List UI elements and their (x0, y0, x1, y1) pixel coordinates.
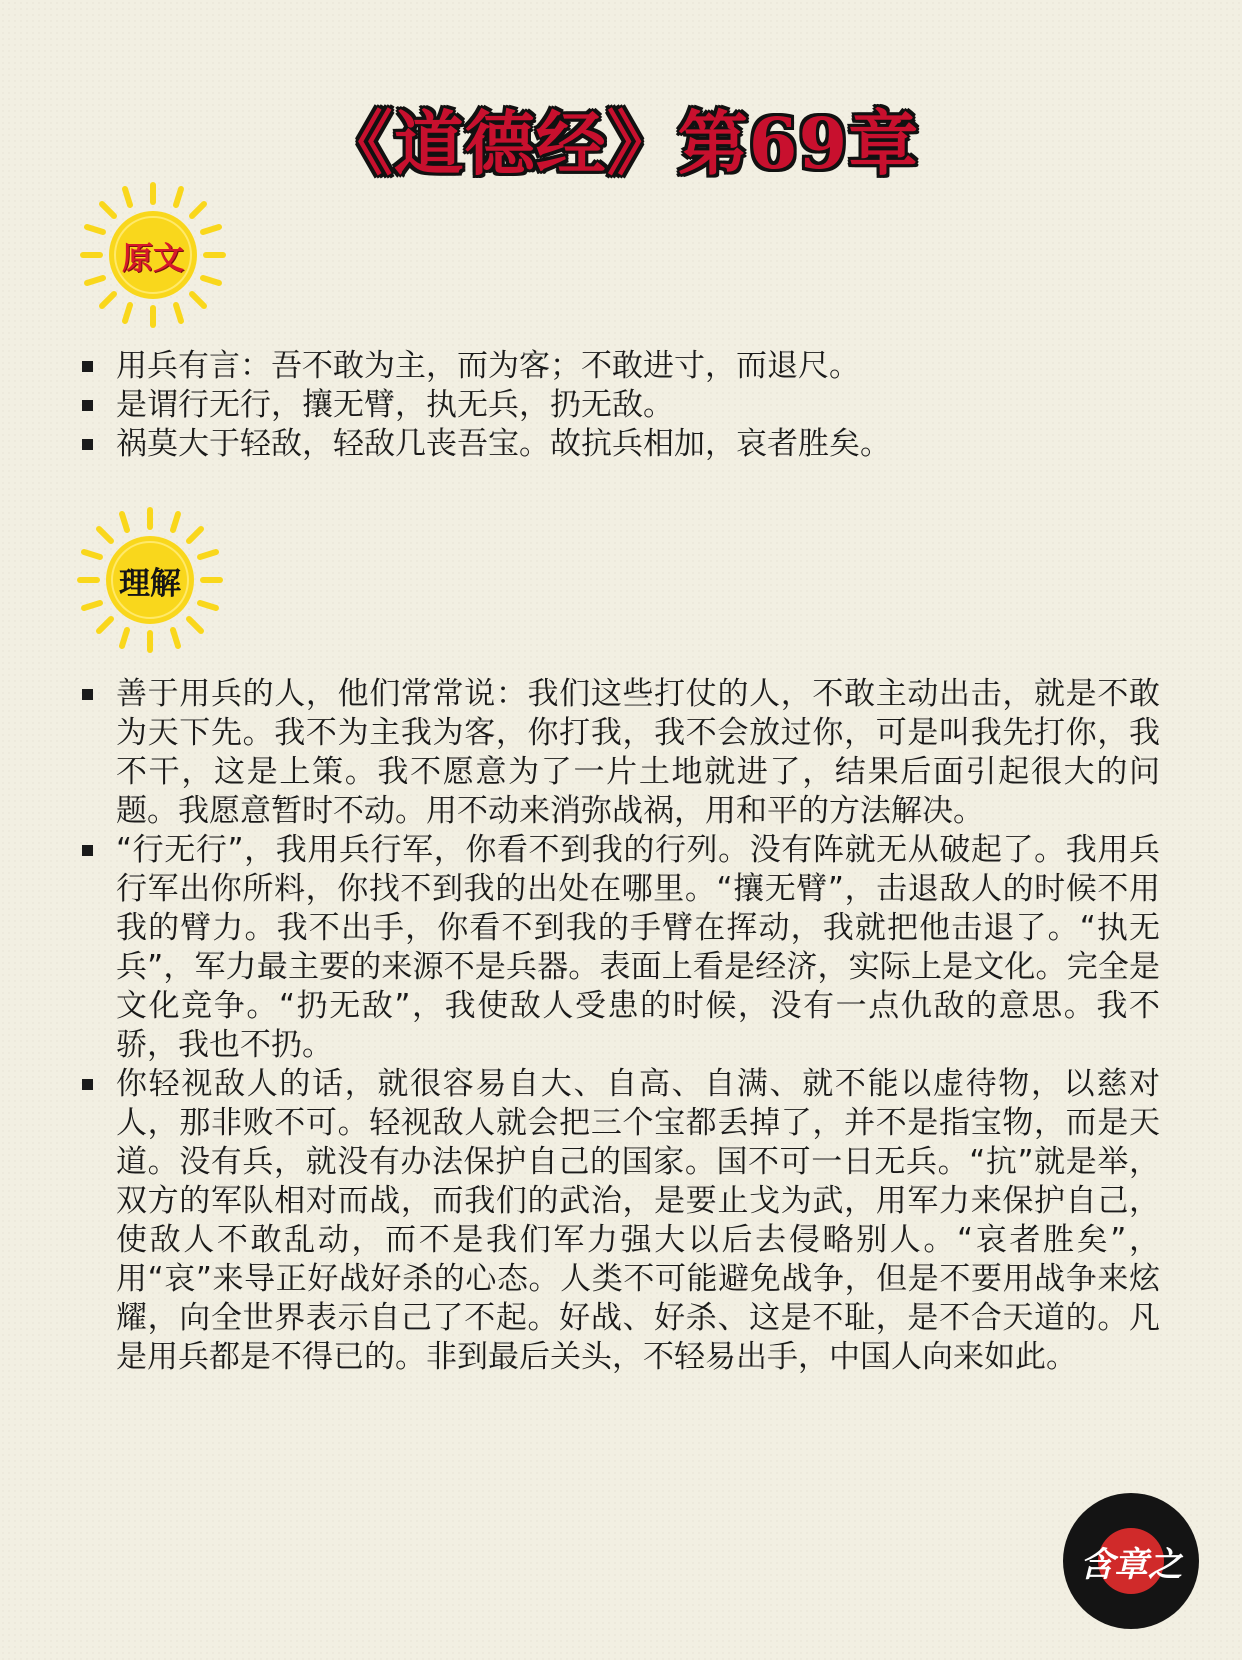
sun-badge-original (78, 180, 228, 330)
brand-logo (1063, 1493, 1199, 1629)
list-item: 善于用兵的人，他们常常说：我们这些打仗的人，不敢主动出击，就是不敢为天下先。我不为主我为客，你打我，我不会放过你，可是叫我先打你，我不干，这是上策。我不愿意为了一片土地就进了，结果后面引起很大的问题。我愿意暂时不动。用不动来消弥战祸，用和平的方法解决。 (80, 675, 1160, 831)
logo-text: 含章之 (1080, 1544, 1182, 1585)
original-text-list (80, 347, 1160, 464)
badge-label-understanding: 理解 (119, 565, 181, 602)
sun-badge-understanding (75, 505, 225, 655)
explanation-list (80, 675, 1160, 1377)
list-item: 你轻视敌人的话，就很容易自大、自高、自满、就不能以虚待物，以慈对人，那非败不可。轻视敌人就会把三个宝都丢掉了，并不是指宝物，而是天道。没有兵，就没有办法保护自己的国家。国不可一日无兵。“抗”就是举，双方的军队相对而战，而我们的武治，是要止戈为武，用军力来保护自己，使敌人不敢乱动，而不是我们军力强大以后去侵略别人。“哀者胜矣”，用“哀”来导正好战好杀的心态。人类不可能避免战争，但是不要用战争来炫耀，向全世界表示自己了不起。好战、好杀、这是不耻，是不合天道的。凡是用兵都是不得已的。非到最后关头，不轻易出手，中国人向来如此。 (80, 1065, 1160, 1377)
list-item: 祸莫大于轻敌，轻敌几丧吾宝。故抗兵相加，哀者胜矣。 (80, 425, 1160, 464)
page-title: 《道德经》第69章 (322, 102, 920, 185)
list-item: 用兵有言：吾不敢为主，而为客；不敢进寸，而退尺。 (80, 347, 1160, 386)
badge-label-original: 原文 (122, 240, 184, 277)
list-item: “行无行”，我用兵行军，你看不到我的行列。没有阵就无从破起了。我用兵行军出你所料，你找不到我的出处在哪里。“攘无臂”，击退敌人的时候不用我的臂力。我不出手，你看不到我的手臂在挥动，我就把他击退了。“执无兵”，军力最主要的来源不是兵器。表面上看是经济，实际上是文化。完全是文化竞争。“扔无敌”，我使敌人受患的时候，没有一点仇敌的意思。我不骄，我也不扔。 (80, 831, 1160, 1065)
list-item: 是谓行无行，攘无臂，执无兵，扔无敌。 (80, 386, 1160, 425)
